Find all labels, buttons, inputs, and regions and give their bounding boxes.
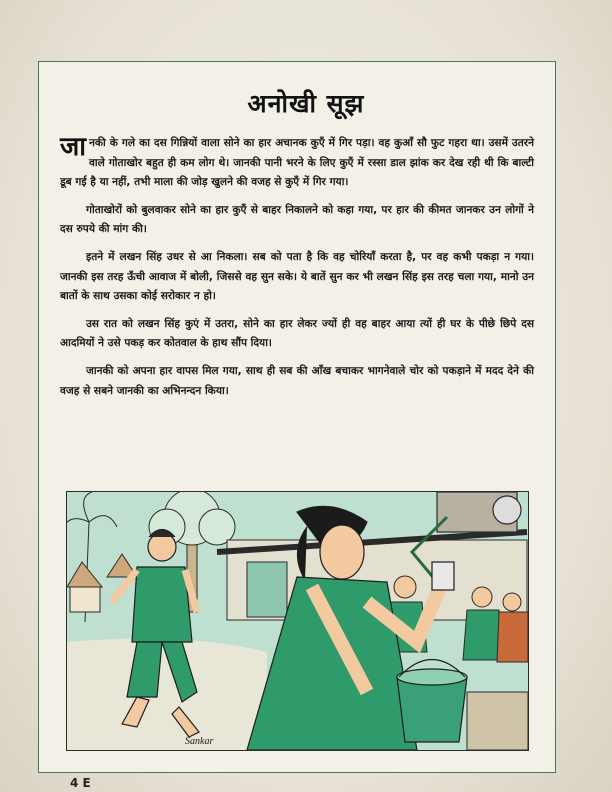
story-text [60,134,534,409]
paragraph-3: इतने में लखन सिंह उधर से आ निकला। सब को पता है कि वह चोरियाँ करता है, पर वह कभी पकड़ा न गया। जानकी इस तरह ऊँची आवाज में बोली, जिससे वह सुन सके। ये बातें सुन कर भी लखन सिंह इस तरह चला गया, मानो उन बातों के साथ उसका कोई सरोकार न हो। [60,250,534,303]
well-wall [467,692,528,750]
story-illustration [66,491,529,751]
paragraph-2: गोताखोरों को बुलवाकर सोने का हार कुएँ से बाहर निकालने को कहा गया, पर हार की कीमत जानकर उन लोगों ने दस रुपये की मांग की। [60,203,534,236]
illustration-scene [67,492,528,750]
paragraph-5: जानकी को अपना हार वापस मिल गया, साथ ही सब की आँख बचाकर भागनेवाले चोर को पकड़ाने में मदद देने की वजह से सबने जानकी का अभिनन्दन किया। [60,364,534,397]
artist-signature: Sankar [185,736,214,747]
paragraph-1 [60,134,534,193]
paragraph-1-text: नकी के गले का दस गिन्नियों वाला सोने का हार अचानक कुएँ में गिर पड़ा। वह कुआँ सौ फुट गहरा था। उसमें उतरने वाले गोताखोर बहुत ही कम लोग थे। जानकी पानी भरने के लिए कुएँ में रस्सा डाल झांक कर देख रही थी कि बाल्टी डूब गई है या नहीं, तभी माला की जोड़ खुलने की वजह से कुएँ में गिर गया। [60,137,534,189]
bucket [397,660,467,743]
paragraph-4: उस रात को लखन सिंह कुएं में उतरा, सोने का हार लेकर ज्यों ही वह बाहर आया त्यों ही घर के पीछे छिपे दस आदमियों ने उसे पकड़ कर कोतवाल के हाथ सौंप दिया। [60,317,534,350]
drop-cap: जा [60,132,87,162]
page-number: 4 E [70,776,91,790]
story-title: अनोखी सूझ [247,89,365,118]
